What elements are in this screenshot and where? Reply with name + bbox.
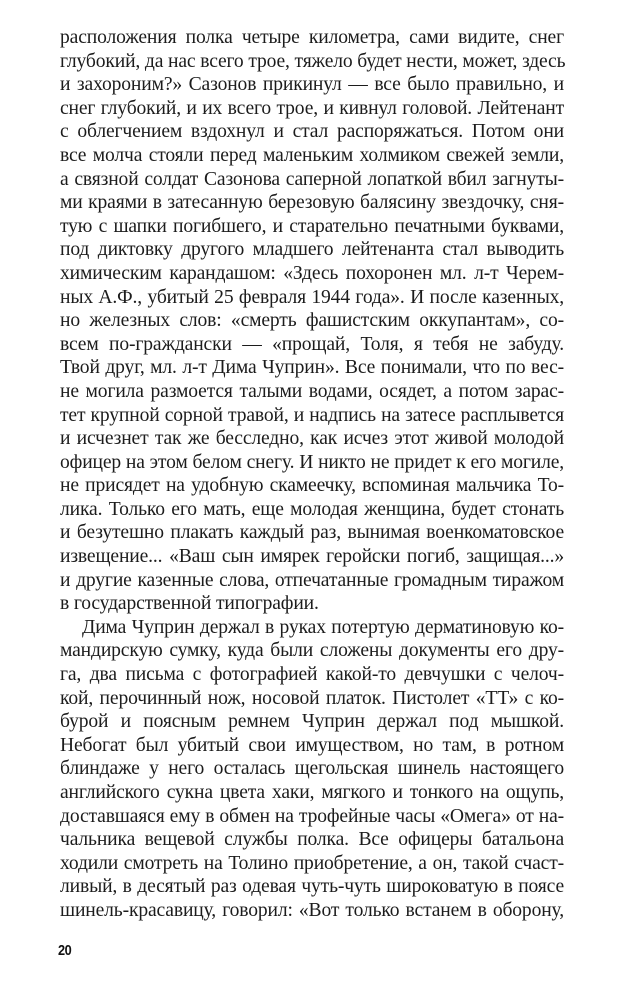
text-line: глубокий, да нас всего трое, тяжело будет нести, может, здесь (60, 50, 566, 72)
text-line: извещение... «Ваш сын имярек геройски погиб, защищая...» (60, 546, 564, 568)
text-line: кой, перочинный нож, носовой платок. Пистолет «ТТ» с ко- (60, 687, 564, 709)
text-line: а связной солдат Сазонова саперной лопаткой вбил загнуты- (60, 168, 564, 190)
text-line: снег глубокий, и их всего трое, и кивнул головой. Лейтенант (60, 97, 564, 119)
text-line: английского сукна цвета хаки, мягкого и тонкого на ощупь, (60, 782, 564, 803)
body-text (60, 26, 564, 923)
text-line: мандирскую сумку, куда были сложены документы его дру- (60, 640, 564, 662)
text-line: тет крупной сорной травой, и надпись на затесе расплывется (60, 404, 564, 426)
paragraph-1 (60, 26, 564, 616)
text-line: шинель-красавицу, говорил: «Вот только встанем в оборону, (60, 899, 564, 921)
text-line: Небогат был убитый свои имуществом, но там, в ротном (60, 734, 564, 756)
text-line: расположения полка четыре километра, сами видите, снег (60, 27, 564, 48)
text-line: не присядет на удобную скамеечку, вспоминая мальчика То- (60, 475, 564, 497)
text-line: ми краями в затесанную березовую балясину звездочку, сня- (60, 192, 564, 214)
paragraph-2 (60, 616, 564, 923)
text-line: все молча стояли перед маленьким холмиком свежей земли, (60, 144, 564, 166)
text-line: доставшаяся ему в обмен на трофейные часы «Омега» от на- (60, 805, 564, 827)
text-line: не могила размоется талыми водами, осядет, а потом зарас- (60, 380, 564, 402)
text-line: под диктовку другого младшего лейтенанта стал выводить (60, 239, 564, 261)
text-line: и захороним?» Сазонов прикинул — все было правильно, и (60, 74, 564, 96)
text-line: га, два письма с фотографией какой-то девчушки с челоч- (60, 664, 564, 686)
text-line: в государственной типографии. (60, 593, 319, 615)
text-line: чальника вещевой службы полка. Все офицеры батальона (60, 829, 564, 851)
text-line: но железных слов: «смерть фашистским оккупантам», со- (60, 310, 564, 332)
text-line: бурой и поясным ремнем Чуприн держал под мышкой. (60, 711, 564, 733)
text-line: ных А.Ф., убитый 25 февраля 1944 года». И после казенных, (60, 286, 564, 308)
text-line: ходили смотреть на Толино приобретение, а он, такой счаст- (60, 852, 564, 874)
text-line: и другие казенные слова, отпечатанные громадным тиражом (60, 569, 564, 591)
text-line: и исчезнет так же бесследно, как исчез этот живой молодой (60, 428, 564, 450)
text-line: офицер на этом белом снегу. И никто не придет к его могиле, (60, 451, 564, 473)
text-line: блиндаже у него осталась щегольская шинель настоящего (60, 758, 564, 780)
text-line: ливый, в десятый раз одевая чуть-чуть широковатую в поясе (60, 876, 564, 898)
text-line: с облегчением вздохнул и стал распоряжаться. Потом они (60, 121, 564, 143)
text-line: Твой друг, мл. л-т Дима Чуприн». Все понимали, что по вес- (60, 357, 564, 379)
text-line: лика. Только его мать, еще молодая женщина, будет стонать (60, 498, 564, 520)
text-line: химическим карандашом: «Здесь похоронен мл. л-т Черем- (60, 262, 564, 284)
text-line: всем по-граждански — «прощай, Толя, я тебя не забуду. (60, 333, 564, 355)
text-line: и безутешно плакать каждый раз, вынимая военкоматовское (60, 522, 564, 544)
text-line: Дима Чуприн держал в руках потертую дерматиновую ко- (82, 616, 564, 638)
page-number: 20 (58, 942, 72, 959)
text-line: тую с шапки погибшего, и старательно печатными буквами, (60, 215, 564, 237)
